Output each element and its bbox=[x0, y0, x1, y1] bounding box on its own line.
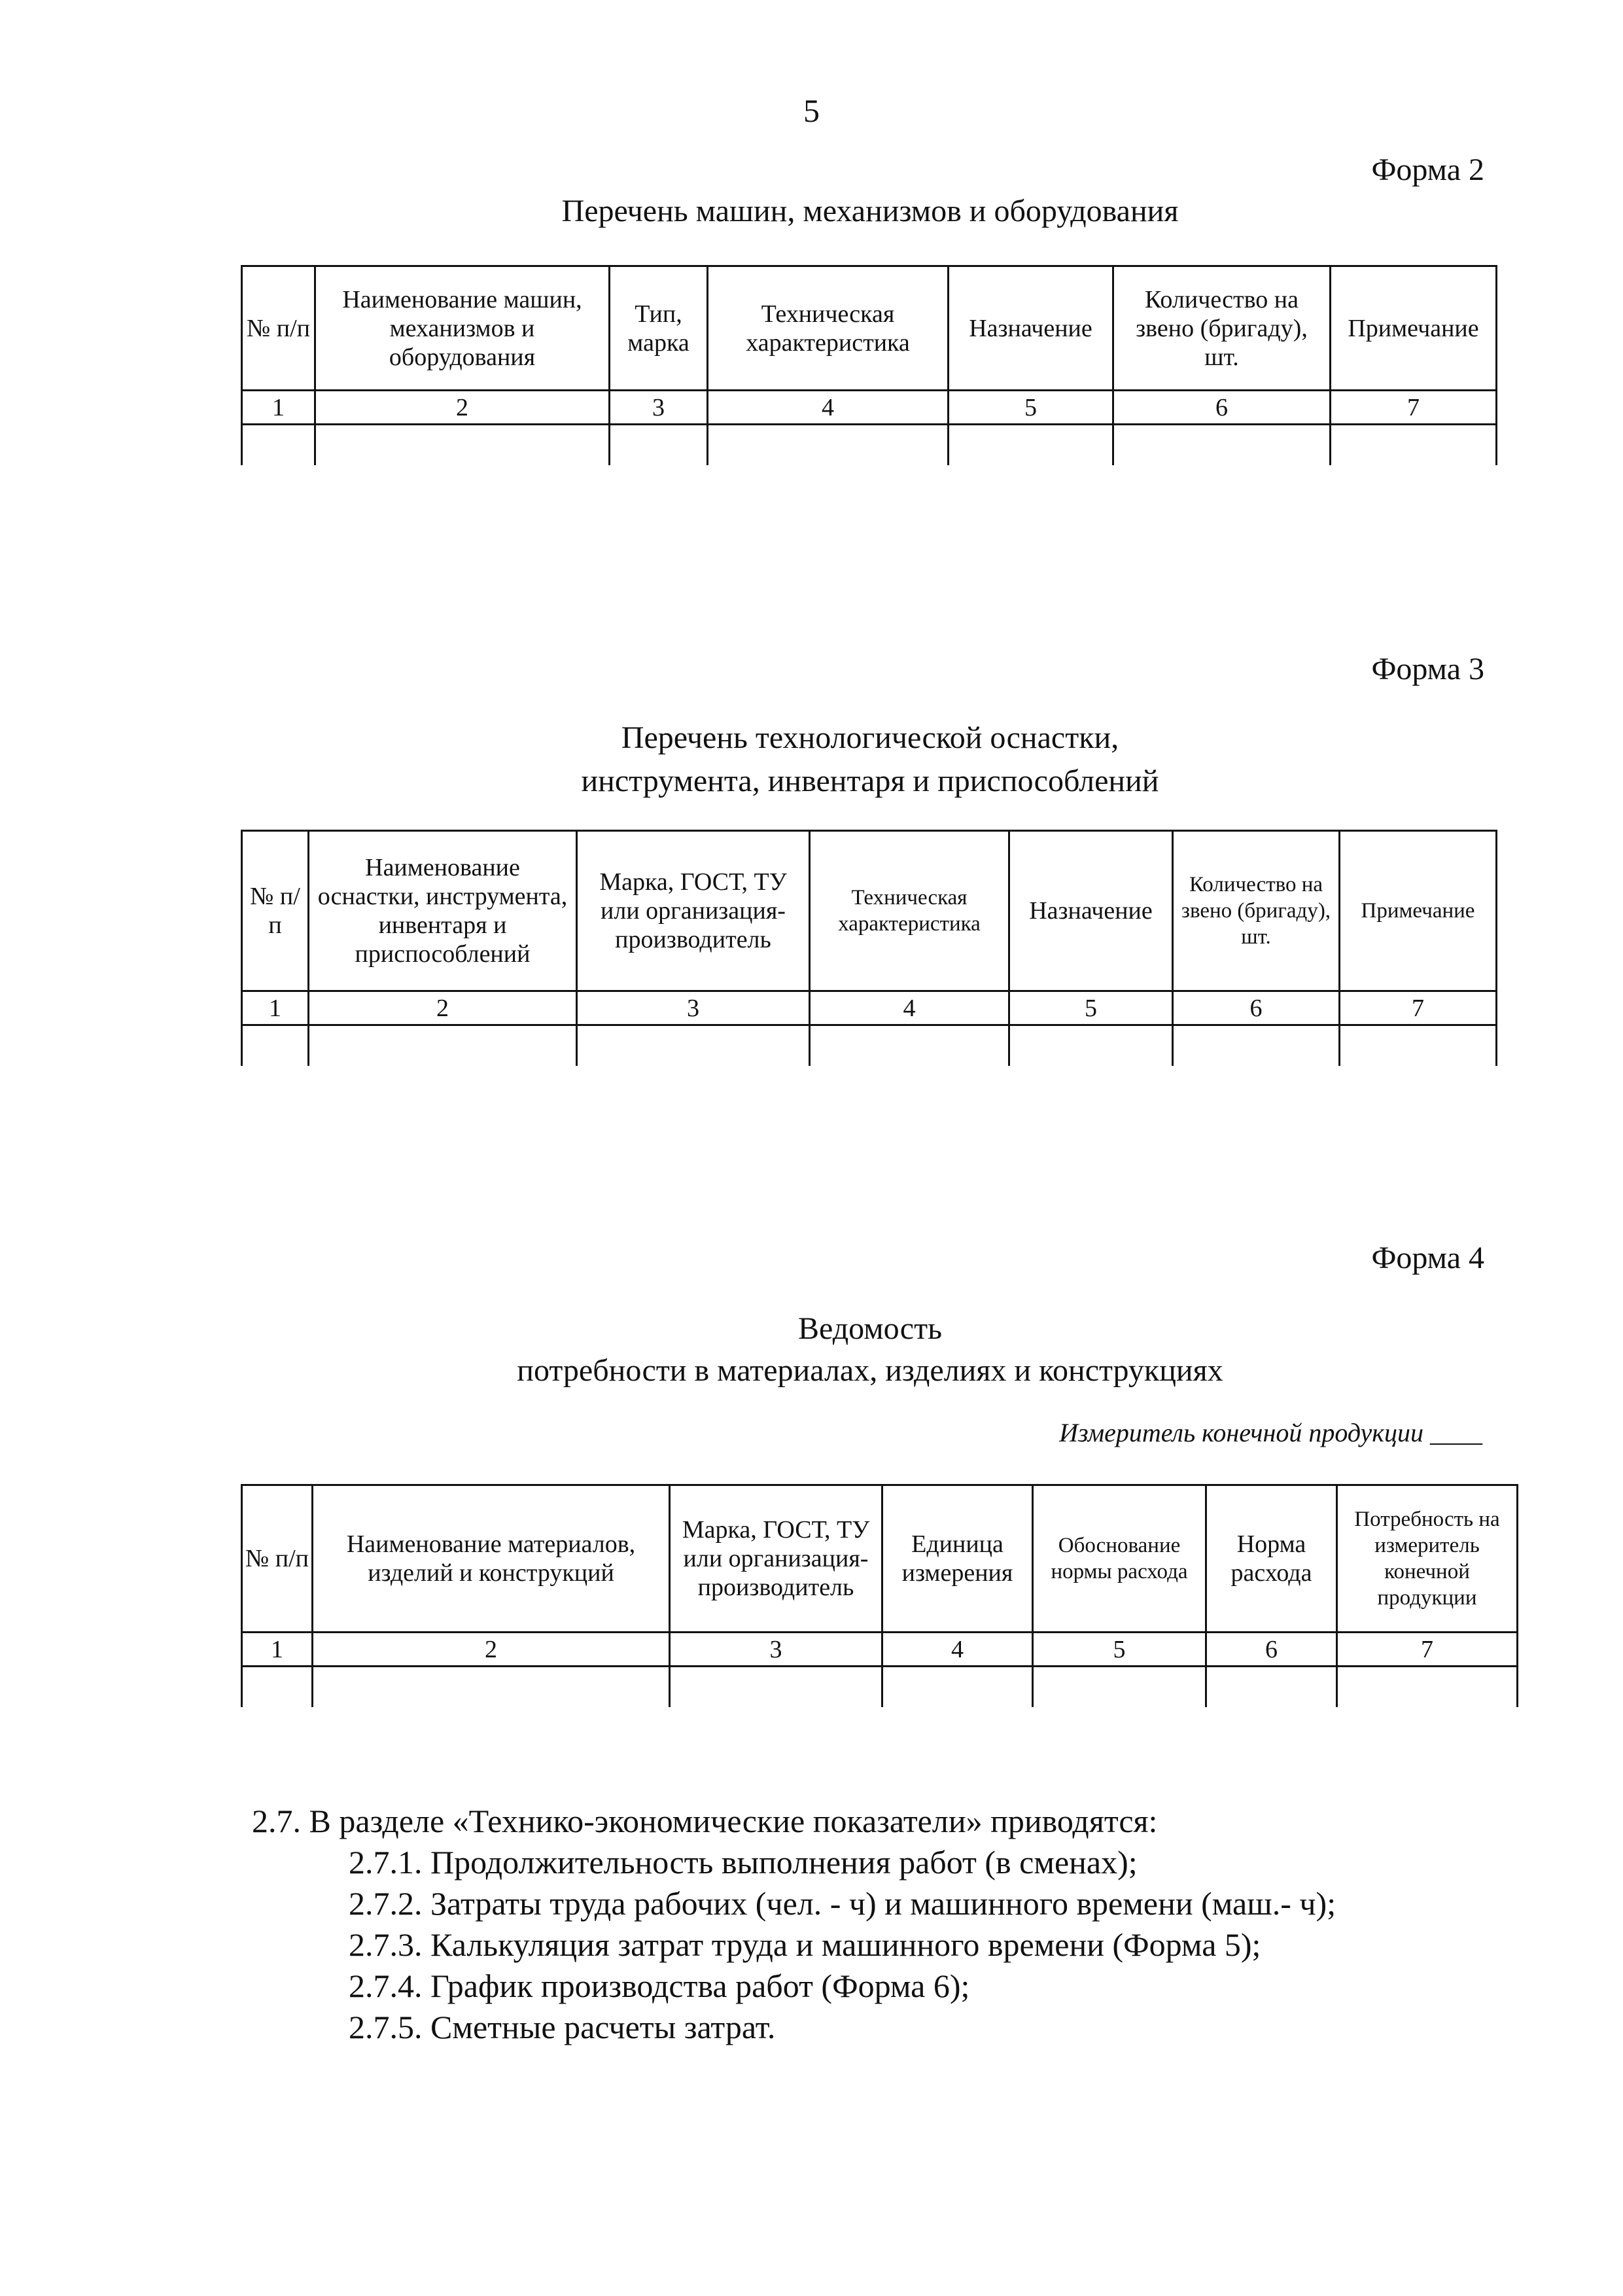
column-number: 4 bbox=[708, 391, 949, 425]
header-cell: Потребность на измеритель конечной продукции bbox=[1337, 1485, 1518, 1633]
list-item: 2.7.5. Сметные расчеты затрат. bbox=[349, 2009, 776, 2045]
column-number: 5 bbox=[1009, 991, 1173, 1025]
column-number: 1 bbox=[242, 1633, 313, 1667]
header-cell: Норма расхода bbox=[1206, 1485, 1337, 1633]
empty-cell bbox=[1337, 1667, 1518, 1707]
empty-cell bbox=[313, 1667, 670, 1707]
header-cell: № п/п bbox=[242, 831, 309, 991]
empty-cell bbox=[610, 425, 708, 465]
page-number: 5 bbox=[803, 92, 820, 129]
empty-cell bbox=[810, 1025, 1009, 1066]
column-number: 1 bbox=[242, 391, 315, 425]
header-cell: Назначение bbox=[1009, 831, 1173, 991]
form3-label: Форма 3 bbox=[1371, 652, 1484, 686]
column-number: 3 bbox=[670, 1633, 882, 1667]
empty-cell bbox=[882, 1667, 1033, 1707]
header-cell: № п/п bbox=[242, 266, 315, 391]
form3-table bbox=[241, 830, 1497, 1066]
form3-title-line2: инструмента, инвентаря и приспособлений bbox=[581, 764, 1159, 798]
form2-label: Форма 2 bbox=[1371, 152, 1484, 187]
header-cell: № п/п bbox=[242, 1485, 313, 1633]
empty-cell bbox=[1033, 1667, 1206, 1707]
table-header-row bbox=[242, 266, 1497, 391]
table-empty-row bbox=[242, 1667, 1518, 1707]
column-number: 4 bbox=[810, 991, 1009, 1025]
table-number-row bbox=[242, 391, 1497, 425]
empty-cell bbox=[1331, 425, 1497, 465]
header-cell: Марка, ГОСТ, ТУ или организация-производитель bbox=[577, 831, 810, 991]
header-cell: Назначение bbox=[949, 266, 1113, 391]
header-cell: Наименование материалов, изделий и конструкций bbox=[313, 1485, 670, 1633]
form3-title-line1: Перечень технологической оснастки, bbox=[621, 720, 1119, 755]
empty-cell bbox=[242, 425, 315, 465]
header-cell: Единица измерения bbox=[882, 1485, 1033, 1633]
column-number: 3 bbox=[577, 991, 810, 1025]
form2-title: Перечень машин, механизмов и оборудования bbox=[561, 194, 1179, 228]
header-cell: Техническая характеристика bbox=[708, 266, 949, 391]
empty-cell bbox=[708, 425, 949, 465]
empty-cell bbox=[1206, 1667, 1337, 1707]
table-header-row bbox=[242, 1485, 1518, 1633]
empty-cell bbox=[1173, 1025, 1340, 1066]
list-item: 2.7.4. График производства работ (Форма 6); bbox=[349, 1968, 970, 2004]
form4-label: Форма 4 bbox=[1371, 1241, 1484, 1275]
form4-title-line2: потребности в материалах, изделиях и конструкциях bbox=[517, 1353, 1223, 1388]
empty-cell bbox=[1113, 425, 1331, 465]
column-number: 5 bbox=[949, 391, 1113, 425]
header-cell: Примечание bbox=[1331, 266, 1497, 391]
table-empty-row bbox=[242, 425, 1497, 465]
column-number: 2 bbox=[309, 991, 577, 1025]
form4-title-line1: Ведомость bbox=[798, 1311, 942, 1346]
header-cell: Примечание bbox=[1340, 831, 1497, 991]
empty-cell bbox=[1340, 1025, 1497, 1066]
empty-cell bbox=[949, 425, 1113, 465]
column-number: 4 bbox=[882, 1633, 1033, 1667]
column-number: 5 bbox=[1033, 1633, 1206, 1667]
column-number: 6 bbox=[1206, 1633, 1337, 1667]
column-number: 1 bbox=[242, 991, 309, 1025]
measure-unit-field: Измеритель конечной продукции ____ bbox=[1059, 1418, 1482, 1447]
section-2-7 bbox=[252, 1801, 1336, 2048]
column-number: 6 bbox=[1113, 391, 1331, 425]
column-number: 6 bbox=[1173, 991, 1340, 1025]
header-cell: Наименование оснастки, инструмента, инвентаря и приспособлений bbox=[309, 831, 577, 991]
column-number: 7 bbox=[1340, 991, 1497, 1025]
header-cell: Марка, ГОСТ, ТУ или организация-производитель bbox=[670, 1485, 882, 1633]
header-cell: Наименование машин, механизмов и оборудования bbox=[315, 266, 610, 391]
table-header-row bbox=[242, 831, 1497, 991]
form2-table bbox=[241, 265, 1497, 465]
table-empty-row bbox=[242, 1025, 1497, 1066]
header-cell: Обоснование нормы расхода bbox=[1033, 1485, 1206, 1633]
header-cell: Количество на звено (бригаду), шт. bbox=[1113, 266, 1331, 391]
column-number: 2 bbox=[315, 391, 610, 425]
column-number: 2 bbox=[313, 1633, 670, 1667]
section-intro: 2.7. В разделе «Технико-экономические показатели» приводятся: bbox=[252, 1803, 1158, 1839]
empty-cell bbox=[577, 1025, 810, 1066]
table-number-row bbox=[242, 991, 1497, 1025]
empty-cell bbox=[309, 1025, 577, 1066]
table-number-row bbox=[242, 1633, 1518, 1667]
header-cell: Техническая характеристика bbox=[810, 831, 1009, 991]
column-number: 7 bbox=[1337, 1633, 1518, 1667]
header-cell: Количество на звено (бригаду), шт. bbox=[1173, 831, 1340, 991]
empty-cell bbox=[242, 1667, 313, 1707]
list-item: 2.7.3. Калькуляция затрат труда и машинного времени (Форма 5); bbox=[349, 1926, 1261, 1963]
empty-cell bbox=[315, 425, 610, 465]
header-cell: Тип, марка bbox=[610, 266, 708, 391]
form4-table bbox=[241, 1484, 1518, 1707]
list-item: 2.7.1. Продолжительность выполнения работ (в сменах); bbox=[349, 1844, 1138, 1881]
column-number: 3 bbox=[610, 391, 708, 425]
empty-cell bbox=[670, 1667, 882, 1707]
empty-cell bbox=[242, 1025, 309, 1066]
list-item: 2.7.2. Затраты труда рабочих (чел. - ч) и машинного времени (маш.- ч); bbox=[349, 1885, 1336, 1922]
empty-cell bbox=[1009, 1025, 1173, 1066]
column-number: 7 bbox=[1331, 391, 1497, 425]
